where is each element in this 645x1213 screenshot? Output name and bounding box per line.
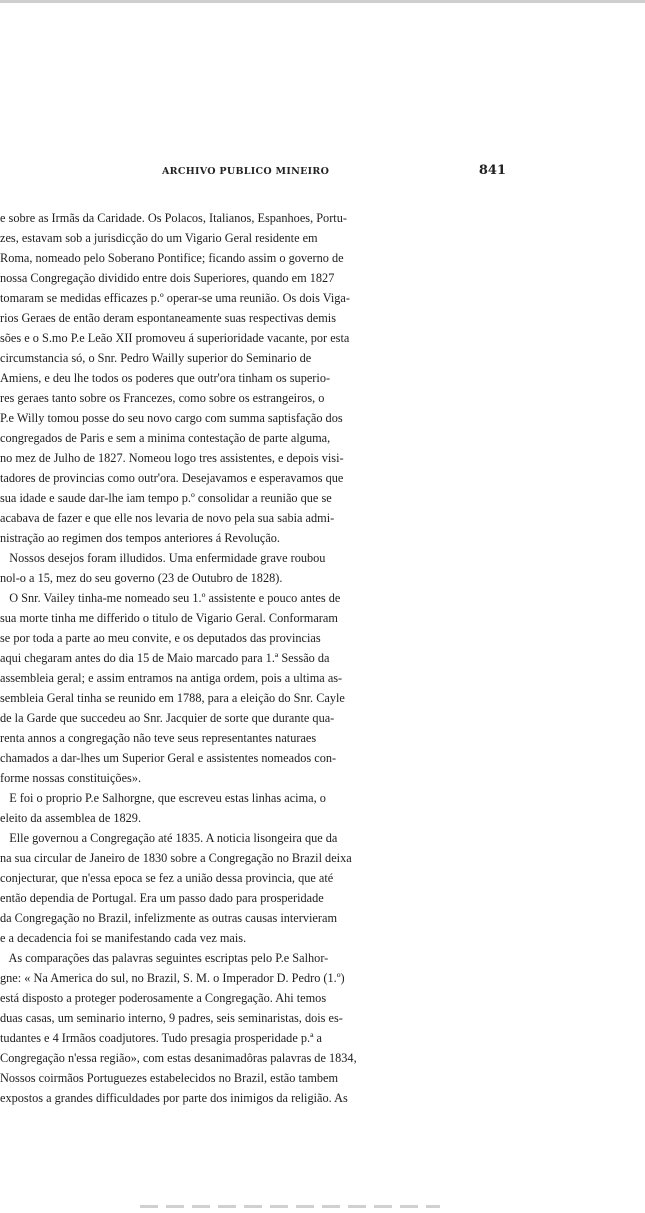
text-line: Elle governou a Congregação até 1835. A noticia lisongeira que da	[0, 831, 338, 845]
text-line: renta annos a congregação não teve seus representantes naturaes	[0, 731, 317, 745]
text-line: no mez de Julho de 1827. Nomeou logo tres assistentes, e depois visi-	[0, 451, 344, 465]
text-line: da Congregação no Brazil, infelizmente as outras causas intervieram	[0, 911, 338, 925]
text-line: se por toda a parte ao meu convite, e os deputados das provincias	[0, 631, 321, 645]
text-line: gne: « Na America do sul, no Brazil, S. M. o Imperador D. Pedro (1.º)	[0, 971, 345, 985]
text-line: assembleia geral; e assim entramos na antiga ordem, pois a ultima as-	[0, 671, 343, 685]
bottom-edge-mark	[140, 1205, 440, 1208]
text-line: Roma, nomeado pelo Soberano Pontifice; ficando assim o governo de	[0, 251, 344, 265]
text-line: sembleia Geral tinha se reunido em 1788, para a eleição do Snr. Cayle	[0, 691, 345, 705]
text-line: aqui chegaram antes do dia 15 de Maio marcado para 1.ª Sessão da	[0, 651, 330, 665]
text-line: Congregação n'essa região», com estas desanimadôras palavras de 1834,	[0, 1051, 357, 1065]
text-line: O Snr. Vailey tinha-me nomeado seu 1.º assistente e pouco antes de	[0, 591, 341, 605]
text-line: acabava de fazer e que elle nos levaria de novo pela sua sabia admi-	[0, 511, 335, 525]
text-line: chamados a dar-lhes um Superior Geral e assistentes nomeados con-	[0, 751, 337, 765]
text-line: conjecturar, que n'essa epoca se fez a união dessa provincia, que até	[0, 871, 334, 885]
page-header	[0, 163, 506, 184]
text-line: Nossos coirmãos Portuguezes estabelecidos no Brazil, estão tambem	[0, 1071, 339, 1085]
text-line: nossa Congregação dividido entre dois Superiores, quando em 1827	[0, 271, 335, 285]
text-line: sões e o S.mo P.e Leão XII promoveu á superioridade vacante, por esta	[0, 331, 350, 345]
text-line: rios Geraes de então deram espontaneamente suas respectivas demis	[0, 311, 336, 325]
text-line: expostos a grandes difficuldades por parte dos inimigos da religião. As	[0, 1091, 348, 1105]
text-line: forme nossas constituições».	[0, 771, 142, 785]
text-line: P.e Willy tomou posse do seu novo cargo com summa saptisfação dos	[0, 411, 343, 425]
text-line: E foi o proprio P.e Salhorgne, que escreveu estas linhas acima, o	[0, 791, 326, 805]
text-line: circumstancia só, o Snr. Pedro Wailly superior do Seminario de	[0, 351, 312, 365]
text-line: duas casas, um seminario interno, 9 padres, seis seminaristas, dois es-	[0, 1011, 343, 1025]
text-line: e a decadencia foi se manifestando cada vez mais.	[0, 931, 247, 945]
text-line: res geraes tanto sobre os Francezes, como sobre os estrangeiros, o	[0, 391, 325, 405]
text-line: nistração ao regimen dos tempos anteriores á Revolução.	[0, 531, 281, 545]
text-line: e sobre as Irmãs da Caridade. Os Polacos, Italianos, Espanhoes, Portu-	[0, 211, 347, 225]
text-line: sua morte tinha me differido o titulo de Vigario Geral. Conformaram	[0, 611, 338, 625]
text-line: tomaram se medidas efficazes p.º operar-se uma reunião. Os dois Viga-	[0, 291, 350, 305]
text-line: na sua circular de Janeiro de 1830 sobre a Congregação no Brazil deixa	[0, 851, 352, 865]
text-line: então dependia de Portugal. Era um passo dado para prosperidade	[0, 891, 324, 905]
running-title: ARCHIVO PUBLICO MINEIRO	[162, 166, 330, 177]
text-line: tudantes e 4 Irmãos coadjutores. Tudo presagia prosperidade p.ª a	[0, 1031, 323, 1045]
body-text	[0, 208, 502, 1108]
text-line: está disposto a proteger poderosamente a Congregação. Ahi temos	[0, 991, 327, 1005]
text-line: de la Garde que succedeu ao Snr. Jacquier de sorte que durante qua-	[0, 711, 335, 725]
top-edge-rule	[0, 0, 645, 3]
text-line: eleito da assemblea de 1829.	[0, 811, 142, 825]
text-line: congregados de Paris e sem a minima contestação de parte alguma,	[0, 431, 331, 445]
text-line: Amiens, e deu lhe todos os poderes que outr'ora tinham os superio-	[0, 371, 331, 385]
text-line: As comparações das palavras seguintes escriptas pelo P.e Salhor-	[0, 951, 329, 965]
text-line: sua idade e saude dar-lhe iam tempo p.º consolidar a reunião que se	[0, 491, 332, 505]
text-line: tadores de provincias como outr'ora. Desejavamos e esperavamos que	[0, 471, 344, 485]
text-line: nol-o a 15, mez do seu governo (23 de Outubro de 1828).	[0, 571, 283, 585]
text-line: zes, estavam sob a jurisdicção do um Vigario Geral residente em	[0, 231, 318, 245]
text-line: Nossos desejos foram illudidos. Uma enfermidade grave roubou	[0, 551, 326, 565]
page-number: 841	[478, 163, 506, 178]
